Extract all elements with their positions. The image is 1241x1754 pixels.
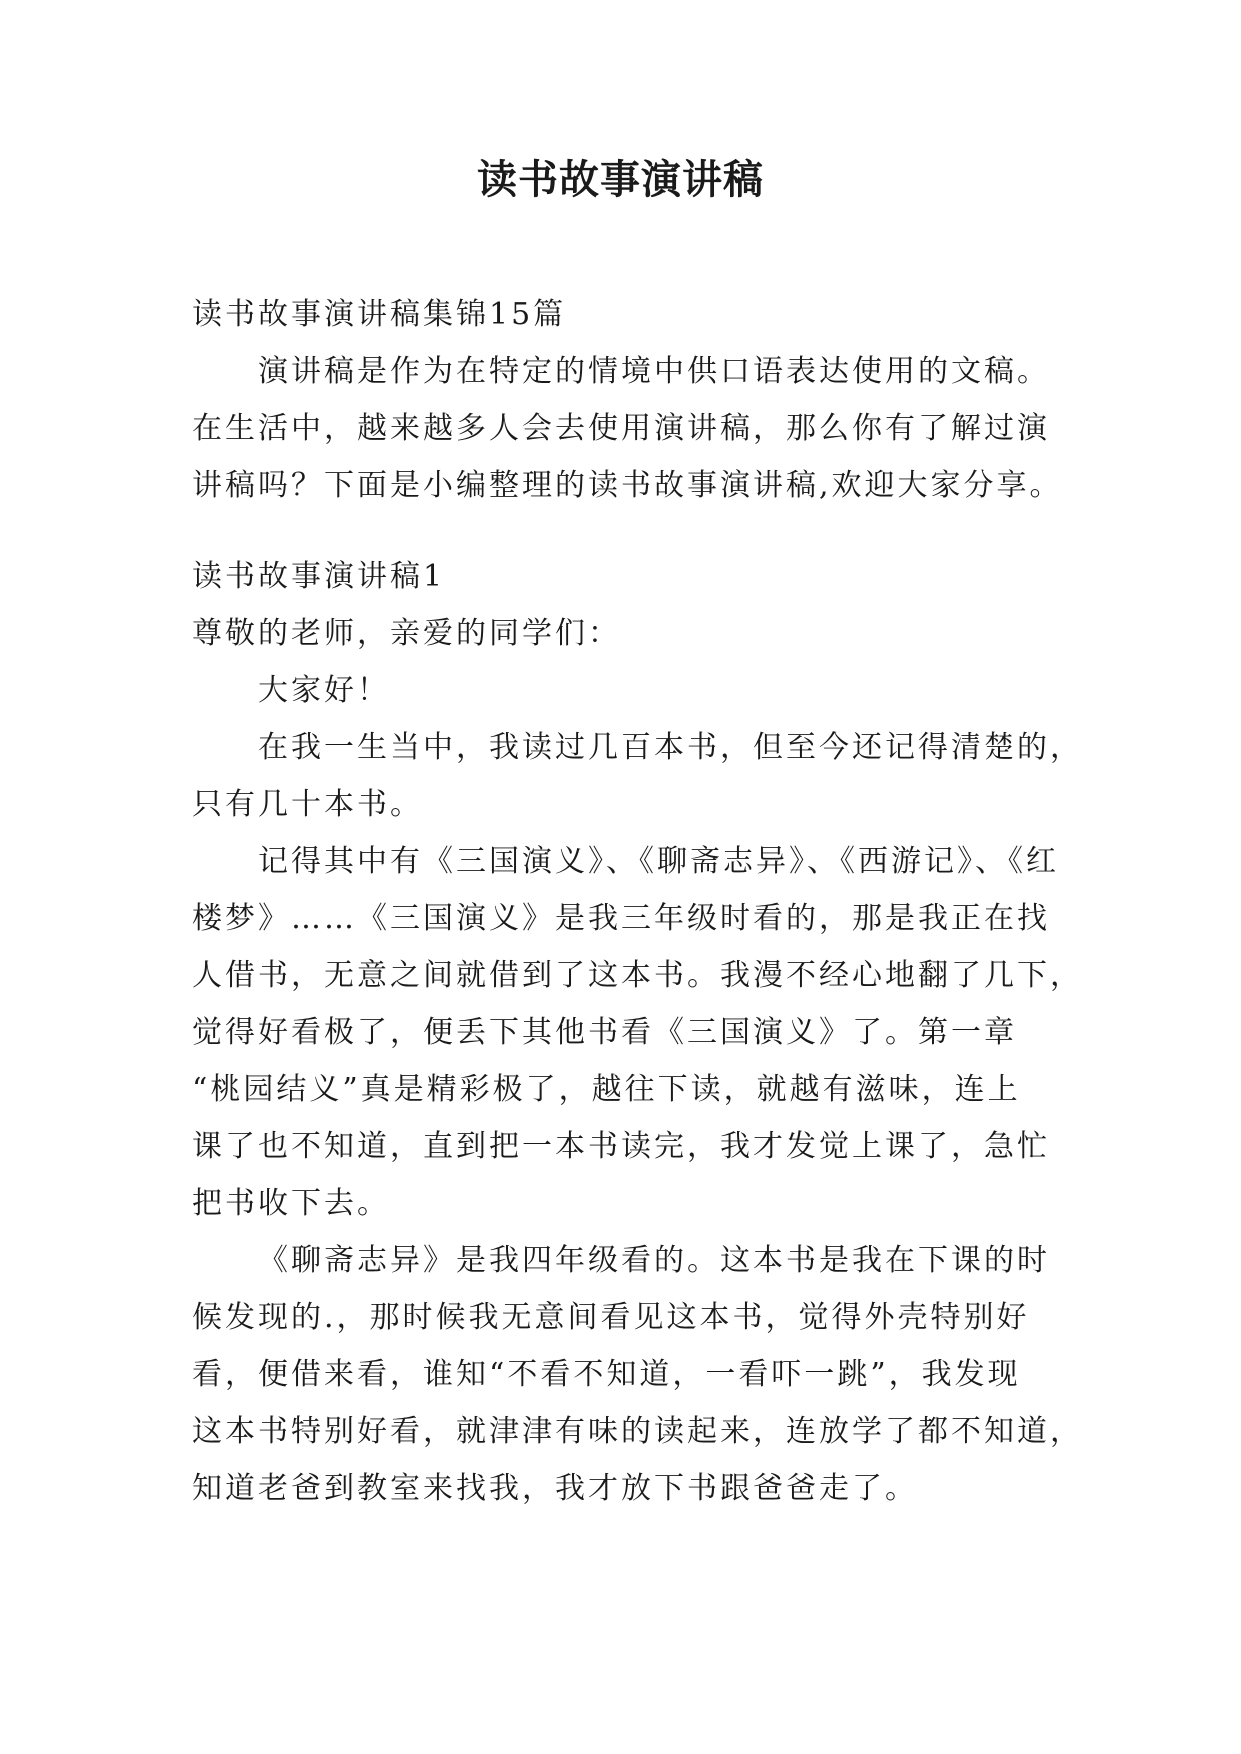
paragraph-1 [192, 719, 1083, 833]
paragraph-line: 演讲稿是作为在特定的情境中供口语表达使用的文稿。 [258, 354, 1050, 389]
paragraph-line: 知道老爸到教室来找我，我才放下书跟爸爸走了。 [192, 1471, 918, 1506]
intro-paragraph [192, 343, 1062, 514]
paragraph-line: 看，便借来看，谁知“不看不知道，一看吓一跳”，我发现 [192, 1357, 1021, 1392]
section-heading: 读书故事演讲稿1 [192, 559, 446, 594]
paragraph-line: 讲稿吗？下面是小编整理的读书故事演讲稿,欢迎大家分享。 [192, 468, 1063, 503]
paragraph-line: 这本书特别好看，就津津有味的读起来，连放学了都不知道， [192, 1414, 1083, 1449]
paragraph-line: 在生活中，越来越多人会去使用演讲稿，那么你有了解过演 [192, 411, 1050, 446]
paragraph-3 [192, 1232, 1083, 1517]
paragraph-line: 只有几十本书。 [192, 787, 423, 822]
paragraph-2 [192, 833, 1083, 1232]
paragraph-line: 把书收下去。 [192, 1186, 390, 1221]
salutation: 尊敬的老师，亲爱的同学们： [192, 616, 621, 651]
paragraph-line: 楼梦》……《三国演义》是我三年级时看的，那是我正在找 [192, 901, 1050, 936]
paragraph-line: 《聊斋志异》是我四年级看的。这本书是我在下课的时 [258, 1243, 1050, 1278]
paragraph-line: 人借书，无意之间就借到了这本书。我漫不经心地翻了几下， [192, 958, 1083, 993]
document-body [192, 286, 1083, 1517]
paragraph-line: 候发现的.，那时候我无意间看见这本书，觉得外壳特别好 [192, 1300, 1030, 1335]
paragraph-line: 觉得好看极了，便丢下其他书看《三国演义》了。第一章 [192, 1015, 1017, 1050]
document-subtitle: 读书故事演讲稿集锦15篇 [192, 297, 567, 332]
paragraph-line: “桃园结义”真是精彩极了，越往下读，就越有滋味，连上 [192, 1072, 1021, 1107]
page-title: 读书故事演讲稿 [477, 156, 764, 203]
paragraph-line: 在我一生当中，我读过几百本书，但至今还记得清楚的， [258, 730, 1083, 765]
paragraph-line: 课了也不知道，直到把一本书读完，我才发觉上课了，急忙 [192, 1129, 1050, 1164]
paragraph-line: 记得其中有《三国演义》、《聊斋志异》、《西游记》、《红 [258, 844, 1059, 879]
greeting: 大家好！ [258, 673, 390, 708]
